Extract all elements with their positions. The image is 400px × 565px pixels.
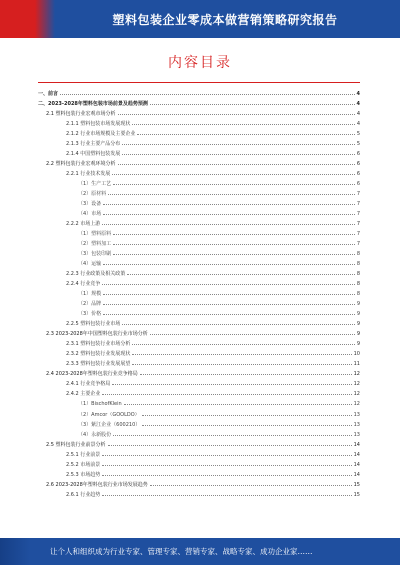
toc-leader-dots (102, 388, 351, 395)
toc-entry-title: 2.2.5 塑料包装行业市场 (66, 321, 121, 328)
toc-leader-dots (102, 278, 355, 285)
toc-entry[interactable] (38, 108, 360, 118)
toc-entry-title: 2.3.3 塑料包装行业发展展望 (66, 361, 131, 368)
toc-leader-dots (113, 228, 355, 235)
toc-entry[interactable] (38, 479, 360, 489)
toc-entry-title: （2）品牌 (78, 301, 102, 308)
toc-entry[interactable] (38, 419, 360, 429)
toc-entry[interactable] (38, 288, 360, 298)
toc-entry-title: 2.2.3 行业政策及相关政策 (66, 271, 126, 278)
toc-leader-dots (132, 348, 351, 355)
toc-leader-dots (132, 358, 351, 365)
toc-entry-page: 12 (353, 391, 360, 398)
toc-entry-page: 15 (353, 481, 360, 488)
toc-entry[interactable] (38, 388, 360, 398)
toc-leader-dots (102, 459, 351, 466)
toc-entry-title: 2.1.3 行业主要产品分布 (66, 141, 121, 148)
report-title: 塑料包装企业零成本做营销策略研究报告 (112, 13, 338, 27)
toc-leader-dots (112, 168, 355, 175)
toc-entry-title: 一、前言 (38, 91, 59, 97)
toc-entry-title: 2.1.4 中国塑料包装发展 (66, 151, 121, 158)
toc-entry[interactable] (38, 429, 360, 439)
toc-entry[interactable] (38, 439, 360, 449)
toc-entry[interactable] (38, 449, 360, 459)
toc-entry-page: 12 (353, 381, 360, 388)
toc-entry-page: 7 (356, 241, 360, 248)
toc-entry[interactable] (38, 158, 360, 168)
toc-entry[interactable] (38, 148, 360, 158)
toc-leader-dots (113, 238, 355, 245)
toc-entry-page: 7 (356, 231, 360, 238)
toc-entry-title: （4）运输 (78, 261, 102, 268)
toc-entry-title: 2.3 2023-2028年中国塑料包装行业市场分析 (46, 331, 148, 338)
toc-entry[interactable] (38, 98, 360, 108)
toc-leader-dots (103, 288, 355, 295)
toc-entry-page: 11 (353, 361, 360, 368)
toc-entry-page: 6 (356, 151, 360, 158)
footer-accent (0, 538, 30, 565)
toc-leader-dots (150, 98, 355, 105)
toc-entry-title: （1）塑料原料 (78, 231, 112, 238)
toc-entry-title: 2.2.4 行业竞争 (66, 281, 101, 288)
toc-entry-title: （3）价格 (78, 311, 102, 318)
toc-entry-title: 2.2.1 行业技术发展 (66, 171, 111, 178)
toc-entry-title: 2.5.2 市场前景 (66, 461, 101, 468)
footer-band (0, 538, 400, 565)
toc-entry-page: 6 (356, 181, 360, 188)
toc-entry[interactable] (38, 358, 360, 368)
toc-leader-dots (122, 318, 355, 325)
toc-entry-title: 2.5.1 行业前景 (66, 451, 101, 458)
toc-entry-title: 2.1.2 行业市场规模及主要企业 (66, 131, 136, 138)
toc-leader-dots (102, 449, 351, 456)
toc-entry-page: 5 (356, 131, 360, 138)
toc-leader-dots (102, 469, 351, 476)
toc-leader-dots (103, 258, 355, 265)
toc-leader-dots (102, 489, 351, 496)
toc-entry-page: 13 (353, 431, 360, 438)
toc-leader-dots (60, 88, 355, 95)
toc-leader-dots (122, 138, 355, 145)
toc-entry-title: 2.5.3 市场趋势 (66, 471, 101, 478)
header-accent-stripe (0, 0, 55, 38)
toc-entry-title: 2.2 塑料包装行业宏观环境分析 (46, 161, 116, 168)
toc-entry-page: 8 (356, 291, 360, 298)
toc-entry-title: 2.2.2 市场上游 (66, 221, 101, 228)
toc-entry[interactable] (38, 188, 360, 198)
toc-entry[interactable] (38, 128, 360, 138)
toc-entry-title: 2.5 塑料包装行业前景分析 (46, 441, 106, 448)
toc-entry[interactable] (38, 278, 360, 288)
toc-entry[interactable] (38, 238, 360, 248)
toc-entry-page: 10 (353, 351, 360, 358)
toc-leader-dots (132, 338, 354, 345)
toc-entry[interactable] (38, 218, 360, 228)
toc-entry-title: 2.4 2023-2028年塑料包装行业竞争格局 (46, 371, 138, 378)
toc-entry-title: 2.4.2 主要企业 (66, 391, 101, 398)
toc-entry-title: （1）BischofKlein (78, 401, 122, 408)
toc-leader-dots (113, 178, 355, 185)
toc-entry[interactable] (38, 328, 360, 338)
toc-entry-page: 7 (356, 211, 360, 218)
toc-leader-dots (142, 419, 351, 426)
toc-entry-page: 12 (353, 401, 360, 408)
toc-entry-title: 二、2023-2028年塑料包装市场前景及趋势预测 (38, 101, 148, 108)
footer-slogan: 让个人和组织成为行业专家、管理专家、营销专家、战略专家、成功企业家…… (50, 547, 313, 556)
toc-leader-dots (112, 378, 351, 385)
toc-entry-page: 8 (356, 251, 360, 258)
toc-entry-page: 14 (353, 471, 360, 478)
toc-entry-title: （3）设备 (78, 201, 102, 208)
toc-entry[interactable] (38, 398, 360, 408)
toc-entry[interactable] (38, 208, 360, 218)
toc-entry-page: 9 (356, 301, 360, 308)
toc-entry-page: 9 (356, 321, 360, 328)
toc-entry[interactable] (38, 368, 360, 378)
toc-leader-dots (103, 208, 355, 215)
toc-leader-dots (103, 308, 355, 315)
toc-entry-page: 6 (356, 161, 360, 168)
toc-entry-page: 13 (353, 411, 360, 418)
toc-entry-page: 8 (356, 281, 360, 288)
toc-entry[interactable] (38, 118, 360, 128)
toc-entry-page: 4 (356, 121, 360, 128)
toc-entry[interactable] (38, 248, 360, 258)
toc-entry-page: 6 (356, 171, 360, 178)
toc-entry-title: 2.6 2023-2028年塑料包装行业市场发展趋势 (46, 481, 148, 488)
toc-entry-title: 2.1.1 塑料包装市场发展现状 (66, 121, 131, 128)
toc-leader-dots (113, 248, 355, 255)
toc-leader-dots (118, 158, 355, 165)
toc-entry-title: （2）Amcor（GOOLDO） (78, 411, 140, 418)
toc-entry[interactable] (38, 298, 360, 308)
toc-entry-page: 15 (353, 491, 360, 498)
toc-leader-dots (150, 479, 352, 486)
toc-entry-title: （1）规模 (78, 291, 102, 298)
toc-entry[interactable] (38, 138, 360, 148)
toc-entry[interactable] (38, 198, 360, 208)
toc-entry-page: 4 (356, 101, 360, 108)
toc-heading: 内容目录 (168, 55, 232, 71)
toc-entry-title: （4）永新股份 (78, 431, 112, 438)
toc-entry-page: 7 (356, 201, 360, 208)
toc-leader-dots (132, 118, 354, 125)
toc-entry[interactable] (38, 409, 360, 419)
toc-entry[interactable] (38, 348, 360, 358)
toc-entry-page: 14 (353, 451, 360, 458)
toc-leader-dots (118, 108, 355, 115)
toc-entry-page: 9 (356, 311, 360, 318)
toc-entry-page: 7 (356, 191, 360, 198)
toc-leader-dots (103, 198, 355, 205)
toc-entry-title: 2.3.2 塑料包装行业发展现状 (66, 351, 131, 358)
toc-leader-dots (142, 409, 352, 416)
toc-entry-title: （4）市场 (78, 211, 102, 218)
toc-entry[interactable] (38, 228, 360, 238)
toc-divider (38, 82, 360, 83)
toc-entry-title: （1）生产工艺 (78, 181, 112, 188)
toc-entry-title: 2.6.1 行业趋势 (66, 491, 101, 498)
toc-entry[interactable] (38, 168, 360, 178)
toc-entry-title: 2.1 塑料包装行业宏观市场分析 (46, 111, 116, 118)
toc-leader-dots (108, 439, 352, 446)
toc-leader-dots (113, 429, 351, 436)
toc-entry[interactable] (38, 258, 360, 268)
toc-entry-title: 2.3.1 塑料包装行业市场分析 (66, 341, 131, 348)
toc-entry-title: （3）紫江企业（600210） (78, 421, 141, 428)
toc-entry-page: 9 (356, 331, 360, 338)
toc-entry-title: 2.4.1 行业竞争格局 (66, 381, 111, 388)
toc-entry[interactable] (38, 178, 360, 188)
toc-entry[interactable] (38, 88, 360, 98)
toc-entry-page: 12 (353, 371, 360, 378)
header-band (0, 0, 400, 38)
toc-entry-title: （2）原材料 (78, 191, 107, 198)
toc-entry[interactable] (38, 459, 360, 469)
toc-entry[interactable] (38, 378, 360, 388)
toc-entry-page: 4 (356, 91, 360, 97)
toc-entry[interactable] (38, 469, 360, 479)
toc-entry[interactable] (38, 318, 360, 328)
toc-entry-title: （3）包装印刷 (78, 251, 112, 258)
toc-entry-page: 8 (356, 261, 360, 268)
toc-entry[interactable] (38, 489, 360, 499)
toc-leader-dots (103, 298, 355, 305)
toc-entry-page: 4 (356, 111, 360, 118)
toc-leader-dots (102, 218, 355, 225)
toc-entry-page: 13 (353, 421, 360, 428)
toc-entry[interactable] (38, 308, 360, 318)
toc-entry[interactable] (38, 268, 360, 278)
toc-entry-page: 14 (353, 441, 360, 448)
toc-entry-page: 5 (356, 141, 360, 148)
toc-entry-page: 9 (356, 341, 360, 348)
toc-entry-page: 7 (356, 221, 360, 228)
toc-leader-dots (137, 128, 354, 135)
table-of-contents (38, 88, 360, 499)
toc-entry-title: （2）塑料加工 (78, 241, 112, 248)
toc-leader-dots (150, 328, 355, 335)
toc-leader-dots (127, 268, 354, 275)
toc-leader-dots (124, 398, 352, 405)
toc-entry[interactable] (38, 338, 360, 348)
toc-leader-dots (108, 188, 355, 195)
toc-leader-dots (140, 368, 352, 375)
toc-leader-dots (122, 148, 355, 155)
toc-entry-page: 8 (356, 271, 360, 278)
toc-entry-page: 14 (353, 461, 360, 468)
